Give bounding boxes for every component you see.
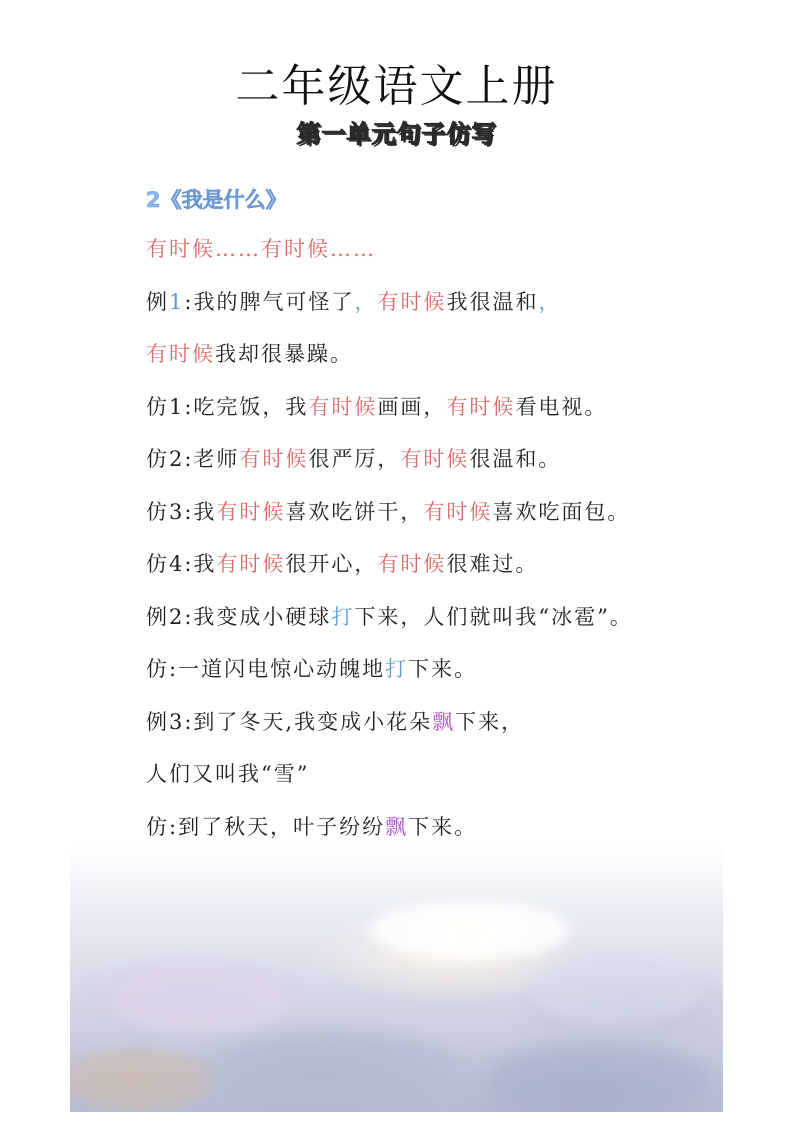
imitation-1 [146,392,607,422]
text-segment: 我很温和 [446,290,539,314]
example-2 [146,602,633,632]
text-segment: 仿:到了秋天，叶子纷纷 [146,815,386,839]
text-segment: 下来， [455,710,525,734]
imitation-2 [146,444,561,474]
text-segment: 下来。 [408,815,478,839]
imitation-4 [146,549,538,579]
keyword-highlight: 有时候 [377,552,447,576]
text-segment: 很严厉， [308,447,401,471]
text-segment: 人们又叫我“雪” [146,762,310,786]
keyword-highlight: 有时候 [216,552,286,576]
imitation-5 [146,654,477,684]
keyword-highlight: 有时候 [239,447,309,471]
text-segment: 下来。 [408,657,478,681]
keyword-highlight: 打 [331,605,355,629]
page-subtitle: 第一单元句子仿写 [296,120,497,148]
keyword-highlight: 有时候 [377,290,447,314]
example-3-line-2 [146,759,309,789]
text-segment: 例 [146,290,169,314]
example-3-line-1 [146,707,524,737]
text-segment: 很温和。 [469,447,562,471]
keyword-highlight: 打 [385,657,409,681]
page-title: 二年级语文上册 [235,61,558,112]
text-segment: 仿4:我 [146,552,217,576]
text-segment: 例3:到了冬天,我变成小花朵 [146,710,433,734]
keyword-highlight: 有时候 [423,500,493,524]
text-segment: 仿2:老师 [146,447,240,471]
imitation-6 [146,812,477,842]
text-segment: 很难过。 [446,552,539,576]
punctuation-highlight: ， [538,290,562,314]
keyword-highlight: 有时候 [400,447,470,471]
text-segment: 下来，人们就叫我“冰雹”。 [354,605,633,629]
example-number: 1 [169,290,185,314]
example-1-line-1 [146,287,561,317]
keyword-highlight: 飘 [385,815,409,839]
text-segment: 仿3:我 [146,500,217,524]
example-1-line-2 [146,339,353,369]
text-segment: 很开心， [285,552,378,576]
keyword-highlight: 有时候 [308,395,378,419]
text-segment: 喜欢吃面包。 [492,500,631,524]
keyword-highlight: 飘 [432,710,456,734]
text-segment: 画画， [377,395,447,419]
imitation-3 [146,497,630,527]
text-segment: 看电视。 [515,395,608,419]
keyword-highlight: 有时候 [446,395,516,419]
lesson-heading: 2《我是什么》 [146,188,287,212]
keyword-highlight: 有时候 [216,500,286,524]
sky-cloud-image [70,845,723,1112]
text-segment: 仿1:吃完饭，我 [146,395,309,419]
sentence-pattern: 有时候……有时候…… [146,237,376,261]
text-segment: :我的脾气可怪了 [184,290,355,314]
text-segment: 仿:一道闪电惊心动魄地 [146,657,386,681]
punctuation-highlight: ， [354,290,378,314]
text-segment: 我却很暴躁。 [215,342,353,366]
text-segment: 例2:我变成小硬球 [146,605,332,629]
keyword-highlight: 有时候 [146,342,215,366]
text-segment: 喜欢吃饼干， [285,500,424,524]
